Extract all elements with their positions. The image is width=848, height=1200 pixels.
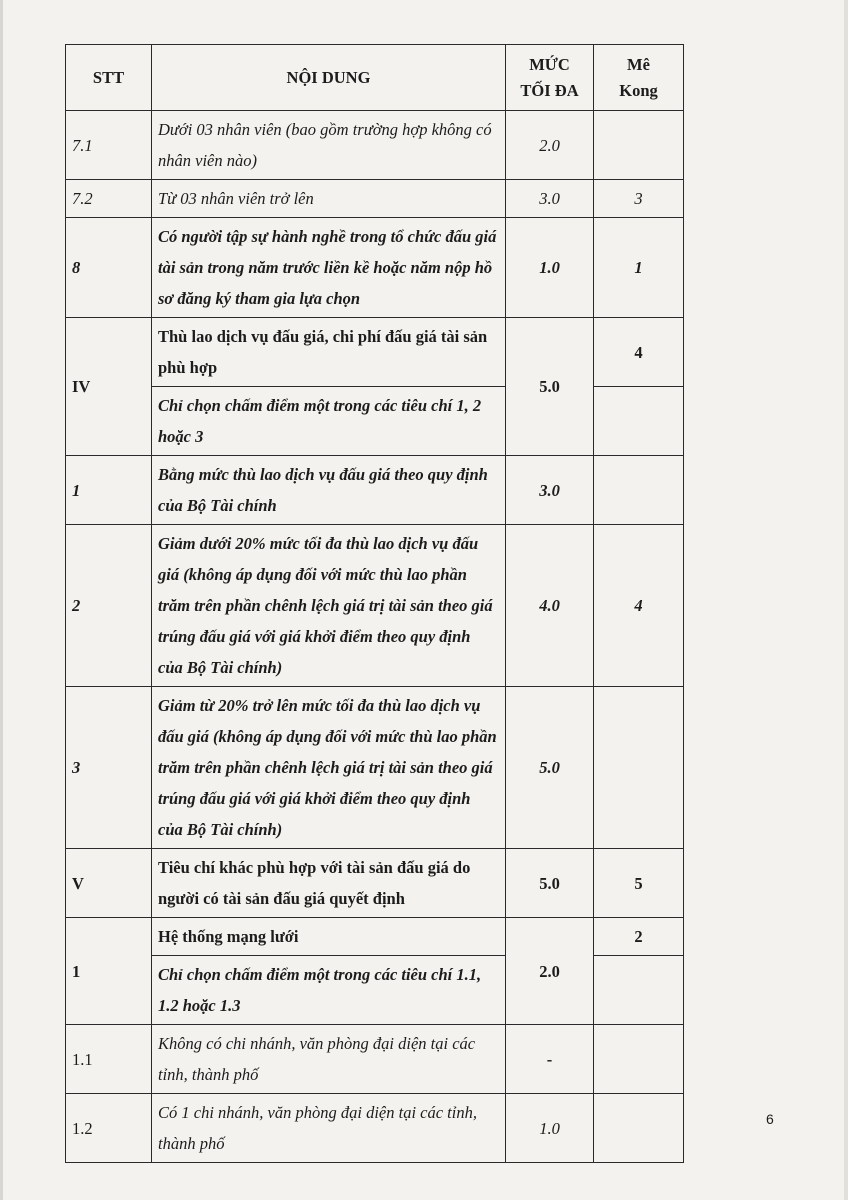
row-score: 5 — [594, 849, 684, 918]
row-content: Không có chi nhánh, văn phòng đại diện tại các tỉnh, thành phố — [152, 1025, 506, 1094]
table-header-row — [66, 45, 684, 111]
table-row — [66, 687, 684, 849]
row-max: 2.0 — [506, 918, 594, 1025]
row-note: Chỉ chọn chấm điểm một trong các tiêu chí 1, 2 hoặc 3 — [152, 387, 506, 456]
header-company: Mê Kong — [594, 45, 684, 111]
row-max: 3.0 — [506, 456, 594, 525]
row-score — [594, 687, 684, 849]
row-content: Có người tập sự hành nghề trong tổ chức đấu giá tài sản trong năm trước liền kề hoặc năm nộp hồ sơ đăng ký tham gia lựa chọn — [152, 218, 506, 318]
row-score — [594, 111, 684, 180]
row-max: 5.0 — [506, 849, 594, 918]
row-stt: V — [66, 849, 152, 918]
row-stt: 8 — [66, 218, 152, 318]
row-stt: 7.2 — [66, 180, 152, 218]
row-max: 2.0 — [506, 111, 594, 180]
row-max: - — [506, 1025, 594, 1094]
header-max: MỨC TỐI ĐA — [506, 45, 594, 111]
table-row — [66, 456, 684, 525]
row-max: 1.0 — [506, 1094, 594, 1163]
row-content: Bằng mức thù lao dịch vụ đấu giá theo quy định của Bộ Tài chính — [152, 456, 506, 525]
row-score: 1 — [594, 218, 684, 318]
row-content: Giảm dưới 20% mức tối đa thù lao dịch vụ đấu giá (không áp dụng đối với mức thù lao phần trăm trên phần chênh lệch giá trị tài sản theo giá trúng đấu giá với giá khởi điểm theo quy định của Bộ Tài chính) — [152, 525, 506, 687]
row-max: 5.0 — [506, 318, 594, 456]
row-score: 4 — [594, 318, 684, 387]
row-max: 1.0 — [506, 218, 594, 318]
row-stt: 1 — [66, 918, 152, 1025]
row-content: Hệ thống mạng lưới — [152, 918, 506, 956]
table-row — [66, 1025, 684, 1094]
table-row — [66, 849, 684, 918]
scoring-table — [65, 44, 684, 1163]
row-max: 3.0 — [506, 180, 594, 218]
table-row — [66, 218, 684, 318]
row-content: Dưới 03 nhân viên (bao gồm trường hợp không có nhân viên nào) — [152, 111, 506, 180]
row-score-empty — [594, 387, 684, 456]
row-score-empty — [594, 956, 684, 1025]
row-max: 5.0 — [506, 687, 594, 849]
row-stt: IV — [66, 318, 152, 456]
row-content: Giảm từ 20% trở lên mức tối đa thù lao dịch vụ đấu giá (không áp dụng đối với mức thù lao phần trăm trên phần chênh lệch giá trị tài sản theo giá trúng đấu giá với giá khởi điểm theo quy định của Bộ Tài chính) — [152, 687, 506, 849]
row-score: 2 — [594, 918, 684, 956]
row-content: Từ 03 nhân viên trở lên — [152, 180, 506, 218]
page-edge-right — [844, 0, 848, 1200]
row-stt: 7.1 — [66, 111, 152, 180]
row-content: Thù lao dịch vụ đấu giá, chi phí đấu giá tài sản phù hợp — [152, 318, 506, 387]
row-max: 4.0 — [506, 525, 594, 687]
page-edge-left — [0, 0, 3, 1200]
row-score: 4 — [594, 525, 684, 687]
row-score — [594, 456, 684, 525]
row-note: Chỉ chọn chấm điểm một trong các tiêu chí 1.1, 1.2 hoặc 1.3 — [152, 956, 506, 1025]
row-score: 3 — [594, 180, 684, 218]
header-content: NỘI DUNG — [152, 45, 506, 111]
header-stt: STT — [66, 45, 152, 111]
row-score — [594, 1094, 684, 1163]
row-stt: 1 — [66, 456, 152, 525]
row-stt: 1.2 — [66, 1094, 152, 1163]
row-stt: 2 — [66, 525, 152, 687]
row-stt: 1.1 — [66, 1025, 152, 1094]
row-content: Tiêu chí khác phù hợp với tài sản đấu giá do người có tài sản đấu giá quyết định — [152, 849, 506, 918]
row-stt: 3 — [66, 687, 152, 849]
table-row — [66, 525, 684, 687]
table-row — [66, 180, 684, 218]
row-score — [594, 1025, 684, 1094]
table-row — [66, 1094, 684, 1163]
row-content: Có 1 chi nhánh, văn phòng đại diện tại các tỉnh, thành phố — [152, 1094, 506, 1163]
table-row — [66, 918, 684, 956]
page-number: 6 — [766, 1111, 774, 1127]
table-row — [66, 111, 684, 180]
table-row — [66, 318, 684, 387]
